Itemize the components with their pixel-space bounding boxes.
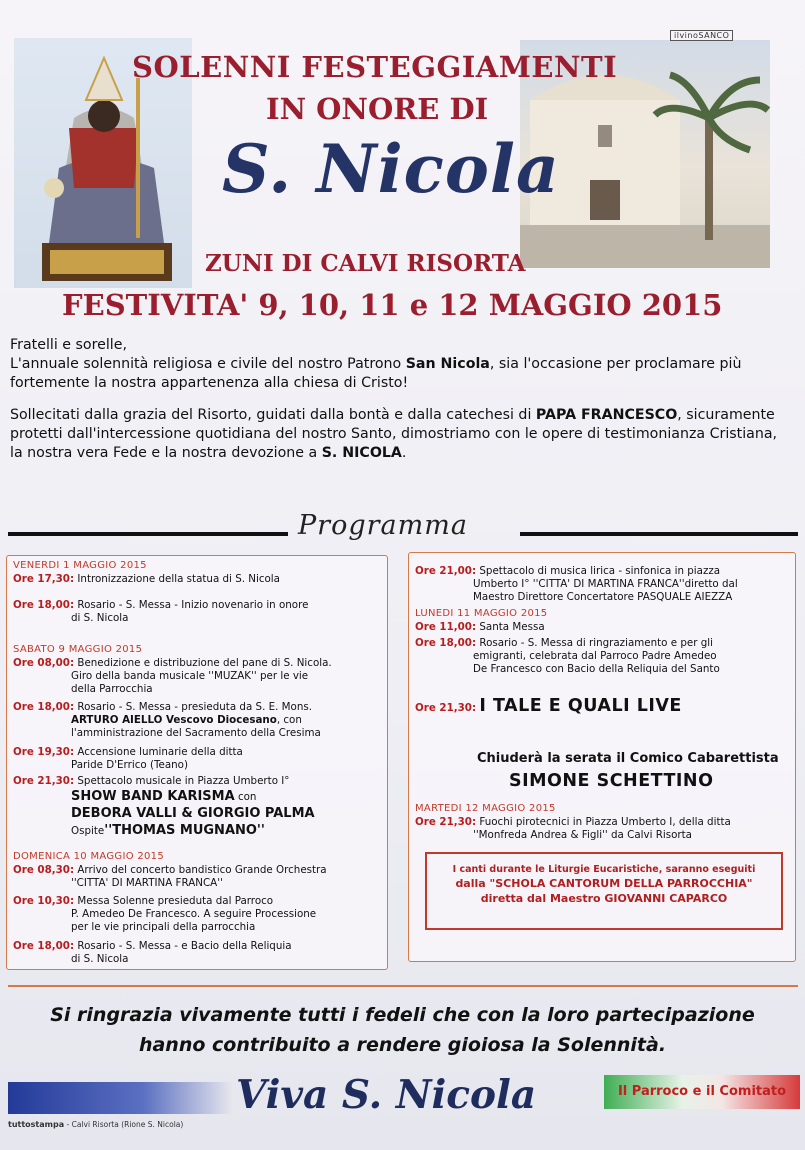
event-text: Chiuderà la serata il Comico Cabarettista [477, 751, 779, 766]
event-text: Ospite [71, 825, 105, 837]
choir-director: GIOVANNI CAPARCO [604, 892, 728, 905]
event-text: Santa Messa [479, 621, 545, 633]
event-item [415, 565, 738, 604]
event-text: ''Monfreda Andrea & Figli'' da Calvi Risorta [473, 829, 692, 841]
intro-p2-bold-saint: S. NICOLA [321, 445, 402, 461]
event-time: Ore 21,30: [415, 816, 477, 828]
event-text: Accensione luminarie della ditta [77, 746, 243, 758]
choir-name: "SCHOLA CANTORUM DELLA PARROCCHIA" [489, 877, 753, 890]
event-item [477, 752, 779, 765]
event-item [13, 573, 280, 586]
day-heading: MARTEDI 12 MAGGIO 2015 [415, 803, 556, 814]
choir-line-1: I canti durante le Liturgie Eucaristiche, saranno eseguiti [452, 864, 756, 875]
greeting: Fratelli e sorelle, [10, 337, 127, 353]
festival-dates: FESTIVITA' 9, 10, 11 e 12 MAGGIO 2015 [62, 288, 723, 322]
blue-banner [8, 1082, 234, 1114]
event-headliner: SIMONE SCHETTINO [509, 771, 714, 791]
event-text: Arrivo del concerto bandistico Grande Orchestra [77, 864, 327, 876]
day-heading: SABATO 9 MAGGIO 2015 [13, 644, 143, 655]
intro-text [10, 336, 790, 476]
viva-heading: Viva S. Nicola [236, 1072, 537, 1118]
title-line-1: SOLENNI FESTEGGIAMENTI [132, 50, 618, 84]
event-headliner: DEBORA VALLI & GIORGIO PALMA [71, 806, 315, 821]
event-text: Spettacolo musicale in Piazza Umberto I° [77, 775, 290, 787]
programma-rule-left [8, 532, 288, 536]
event-text: P. Amedeo De Francesco. A seguire Processione [71, 908, 317, 920]
event-item [415, 816, 731, 842]
day-heading: DOMENICA 10 MAGGIO 2015 [13, 851, 164, 862]
event-time: Ore 18,00: [13, 599, 75, 611]
event-text: Paride D'Errico (Teano) [71, 759, 188, 771]
event-text: Rosario - S. Messa - presieduta da S. E. Mons. [77, 701, 313, 713]
event-time: Ore 11,00: [415, 621, 477, 633]
footer-divider [8, 985, 798, 987]
event-text: Umberto I° ''CITTA' DI MARTINA FRANCA''diretto dal [473, 578, 738, 590]
event-text: Spettacolo di musica lirica - sinfonica in piazza [479, 565, 721, 577]
choir-line-3 [427, 892, 781, 905]
event-item [13, 746, 243, 772]
event-text: l'amministrazione del Sacramento della Cresima [71, 727, 321, 739]
saint-name-heading: S. Nicola [222, 130, 560, 208]
event-time: Ore 21,00: [415, 565, 477, 577]
choir-text: diretta dal Maestro [480, 892, 605, 905]
choir-line-2 [427, 877, 781, 890]
printer-credit [8, 1120, 183, 1129]
intro-p2-text: Sollecitati dalla grazia del Risorto, guidati dalla bontà e dalla catechesi di [10, 407, 536, 423]
thanks-text [0, 1000, 805, 1060]
event-item [13, 864, 327, 890]
event-item [415, 637, 720, 676]
day-heading: VENERDI 1 MAGGIO 2015 [13, 560, 147, 571]
signature-banner: Il Parroco e il Comitato [604, 1075, 800, 1109]
event-text-bold: ARTURO AIELLO Vescovo Diocesano [71, 714, 277, 726]
event-text: Maestro Direttore Concertatore PASQUALE AIEZZA [473, 591, 733, 603]
event-text: con [234, 791, 257, 803]
place-heading: ZUNI DI CALVI RISORTA [205, 250, 526, 277]
intro-p1-text-end: , sia l'occasione per proclamare più fortemente la nostra appartenenza alla chiesa di Cristo! [10, 356, 742, 391]
event-time: Ore 19,30: [13, 746, 75, 758]
intro-p2-bold-pope: PAPA FRANCESCO [535, 407, 678, 423]
event-item [13, 940, 292, 966]
event-text: Rosario - S. Messa - e Bacio della Reliquia [77, 940, 292, 952]
event-text: , con [276, 714, 302, 726]
event-time: Ore 21,30: [13, 775, 75, 787]
event-time: Ore 08,00: [13, 657, 75, 669]
printer-name: tuttostampa [8, 1120, 65, 1129]
event-time: Ore 17,30: [13, 573, 75, 585]
event-text: della Parrocchia [71, 683, 153, 695]
event-text: Intronizzazione della statua di S. Nicola [77, 573, 280, 585]
intro-p2-text-mid: , sicuramente protetti dall'intercessione quotidiana del nostro Santo, dimostriamo con le opere di testimonianza Cristiana, la nostra vera Fede e la nostra devozione a [10, 407, 778, 461]
programma-rule-right [520, 532, 798, 536]
event-text: ''CITTA' DI MARTINA FRANCA'' [71, 877, 223, 889]
event-text: Rosario - S. Messa di ringraziamento e per gli [479, 637, 714, 649]
event-time: Ore 08,30: [13, 864, 75, 876]
event-text: Benedizione e distribuzione del pane di S. Nicola. [77, 657, 332, 669]
event-time: Ore 18,00: [415, 637, 477, 649]
event-item [509, 771, 714, 791]
watermark-stamp: ilvinoSANCO [670, 30, 733, 41]
event-item [415, 696, 682, 716]
programma-title: Programma [298, 510, 468, 541]
choir-text: dalla [455, 877, 490, 890]
thanks-line-2: hanno contribuito a rendere gioiosa la Solennità. [138, 1034, 667, 1056]
printer-place: - Calvi Risorta (Rione S. Nicola) [64, 1120, 184, 1129]
event-time: Ore 18,00: [13, 940, 75, 952]
event-headliner: SHOW BAND KARISMA [71, 789, 235, 804]
event-headliner: I TALE E QUALI LIVE [479, 696, 682, 716]
event-text: Giro della banda musicale ''MUZAK'' per le vie [71, 670, 309, 682]
event-item [13, 657, 332, 696]
event-item [13, 701, 321, 740]
thanks-line-1: Si ringrazia vivamente tutti i fedeli che con la loro partecipazione [50, 1004, 755, 1026]
event-headliner: ''THOMAS MUGNANO'' [104, 823, 265, 838]
event-text: De Francesco con Bacio della Reliquia del Santo [473, 663, 720, 675]
event-text: Messa Solenne presieduta dal Parroco [77, 895, 274, 907]
choir-notice-box [425, 852, 783, 930]
event-time: Ore 21,30: [415, 702, 477, 714]
event-item [13, 895, 316, 934]
day-heading: LUNEDI 11 MAGGIO 2015 [415, 608, 548, 619]
event-text: Fuochi pirotecnici in Piazza Umberto I, della ditta [479, 816, 731, 828]
event-text: Rosario - S. Messa - Inizio novenario in onore [77, 599, 309, 611]
intro-p1-bold: San Nicola [405, 356, 490, 372]
intro-p2-text-end: . [401, 445, 407, 461]
event-text: per le vie principali della parrocchia [71, 921, 256, 933]
title-line-2: IN ONORE DI [266, 92, 489, 126]
intro-p1-text: L'annuale solennità religiosa e civile del nostro Patrono [10, 356, 406, 372]
event-text: emigranti, celebrata dal Parroco Padre Amedeo [473, 650, 717, 662]
event-item [415, 621, 545, 634]
event-time: Ore 10,30: [13, 895, 75, 907]
program-box-left [6, 555, 388, 970]
event-text: di S. Nicola [71, 612, 129, 624]
event-item [13, 599, 308, 625]
event-text: di S. Nicola [71, 953, 129, 965]
event-time: Ore 18,00: [13, 701, 75, 713]
intro-paragraph-1 [10, 336, 790, 393]
event-item [13, 775, 315, 838]
intro-paragraph-2 [10, 406, 790, 463]
